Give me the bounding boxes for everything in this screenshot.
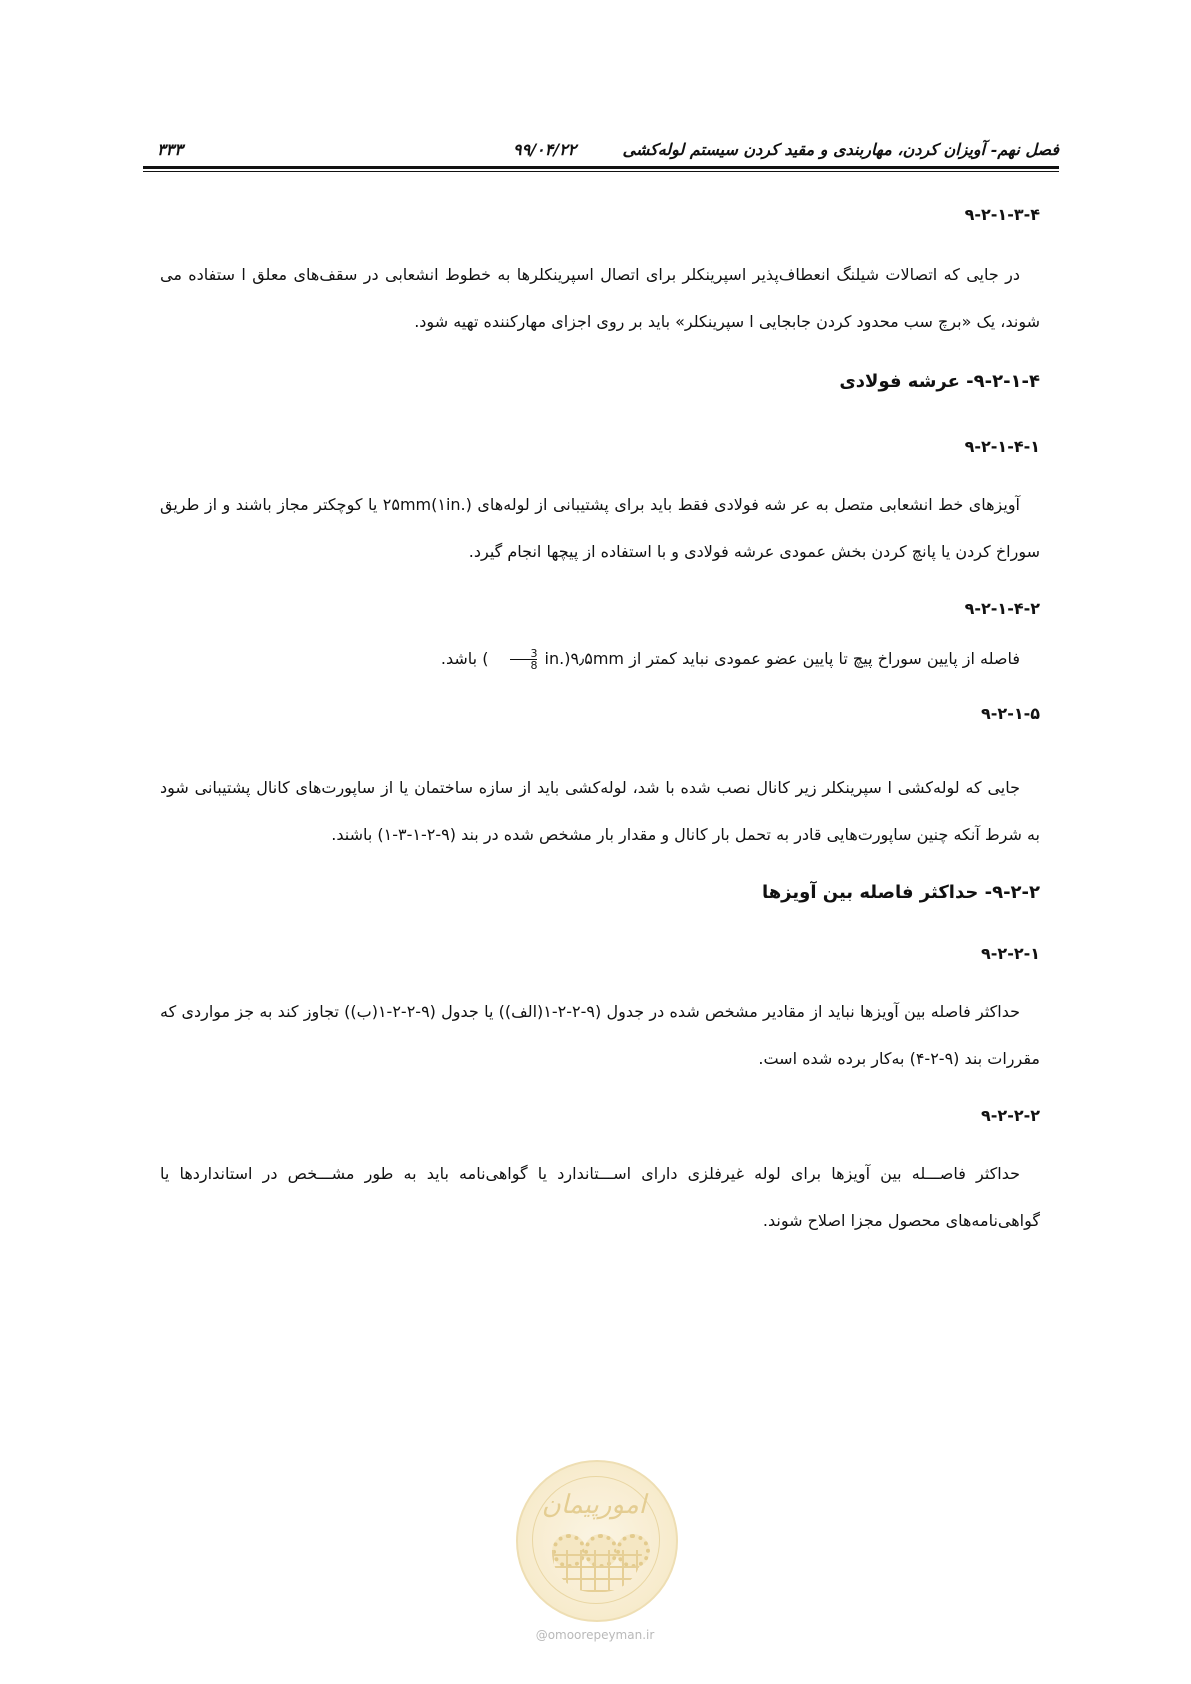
header-date: ۹۹/۰۴/۲۲ [513,140,577,159]
watermark-logo-text: امورپیمان [541,1490,646,1520]
unit-text: in. [539,649,565,668]
fraction-denominator: 8 [510,659,537,671]
chapter-title: فصل نهم- آویزان کردن، مهاربندی و مقید کردن سیستم لوله‌کشی [622,140,1059,159]
watermark-logo [516,1460,678,1622]
page-number: ۳۳۳ [157,140,183,159]
section-heading: ۹-۲-۱-۴- عرشه فولادی [839,371,1040,392]
fraction-numerator: 3 [530,647,538,660]
paragraph: در جایی که اتصالات شیلنگ انعطاف‌پذیر اسپرینکلر برای اتصال اسپرینکلرها به خطوط انشعابی در سقف‌های معلق ا ستفاده می شوند، یک «برچ سب محدود کردن جابجایی ا سپرینکلر» باید بر روی اجزای مهارکننده تهیه شود. [160,265,1040,331]
section-number: ۹-۲-۲-۲ [981,1106,1040,1125]
header-rule-thick [143,166,1059,169]
section-number: ۹-۲-۱-۵ [981,704,1040,723]
section-number: ۹-۲-۱-۳-۴ [964,205,1040,224]
page-body [160,205,1040,1244]
paragraph: آویزهای خط انشعابی متصل به عر شه فولادی فقط باید برای پشتیبانی از لوله‌های ۲۵mm(۱in.) یا کوچکتر مجاز باشند و از طریق سوراخ کردن یا پانچ کردن بخش عمودی عرشه فولادی و با استفاده از پیچها انجام گیرد. [160,495,1040,561]
paragraph [160,635,1040,682]
fraction [510,648,537,671]
paragraph-text: ) باشد. [440,649,489,668]
watermark-url: @omoorepeyman.ir [535,1628,655,1642]
paragraph-text: فاصله از پایین سوراخ پیچ تا پایین عضو عمودی نباید کمتر از ۹٫۵mm( [564,649,1020,668]
section-heading: ۹-۲-۲- حداکثر فاصله بین آویزها [761,882,1040,903]
paragraph: حداکثر فاصله بین آویزها نباید از مقادیر مشخص شده در جدول (۹-۲-۲-۱(الف)) یا جدول (۹-۲-۲-۱(ب)) تجاوز کند به جز مواردی که مقررات بند (۹-۲-۴) به‌کار برده شده است. [160,1002,1040,1068]
paragraph: جایی که لوله‌کشی ا سپرینکلر زیر کانال نصب شده با شد، لوله‌کشی باید از سازه ساختمان یا از ساپورت‌های کانال پشتیبانی شود به شرط آنکه چنین ساپورت‌هایی قادر به تحمل بار کانال و مقدار بار مشخص شده در بند (۹-۲-۱-۳-۱) باشند. [160,778,1040,844]
paragraph: حداکثر فاصـــله بین آویزها برای لوله غیرفلزی دارای اســـتاندارد یا گواهی‌نامه باید به طور مشـــخص در استانداردها یا گواهی‌نامه‌های محصول مجزا اصلاح شوند. [160,1164,1040,1230]
fraction-expression [488,635,564,682]
section-number: ۹-۲-۱-۴-۱ [964,437,1040,456]
section-number: ۹-۲-۱-۴-۲ [964,599,1040,618]
header-rule-thin [143,171,1059,172]
section-number: ۹-۲-۲-۱ [981,944,1040,963]
page-header [143,136,1059,164]
